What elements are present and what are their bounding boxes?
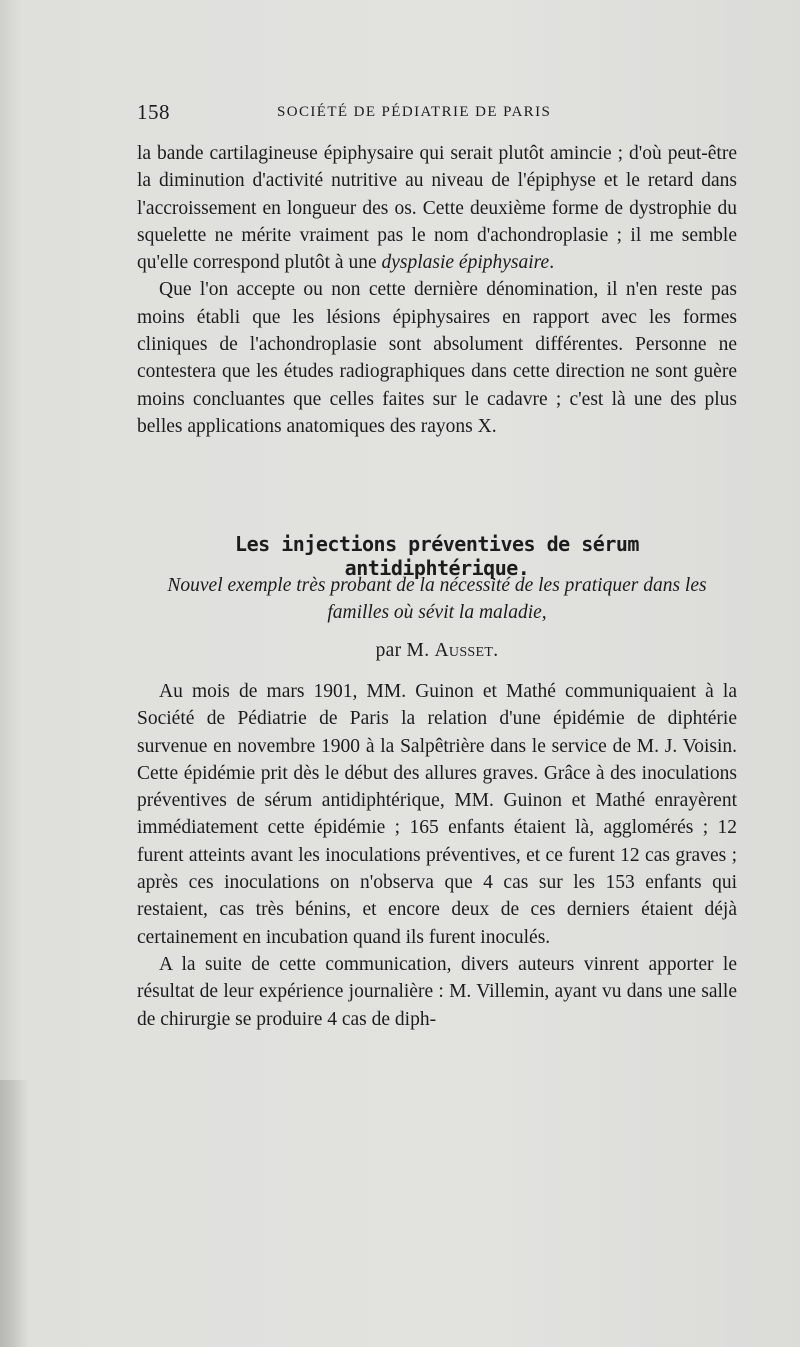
- paragraph: Que l'on accepte ou non cette dernière dénomination, il n'en reste pas moins établi que les lésions épiphysaires en rapport avec les formes cliniques de l'achondroplasie sont absolument différentes. Personne ne contestera que les études radiographiques dans cette direction ne sont guère moins concluantes que celles faites sur le cadavre ; c'est là une des plus belles applications anatomiques des rayons X.: [137, 279, 737, 437]
- paragraph: la bande cartilagineuse épiphysaire qui serait plutôt amincie ; d'où peut-être la diminution d'activité nutritive au niveau de l'épiphyse et le retard dans l'accroissement en longueur des os. Cette deuxième forme de dystrophie du squelette ne mérite vraiment pas le nom d'achondroplasie ; il me semble qu'elle correspond plutôt à une dysplasie épiphysaire.: [137, 143, 737, 274]
- page-edge-shadow: [0, 1080, 30, 1347]
- author-name: Ausset: [434, 640, 494, 661]
- article-title: Les injections préventives de sérum antidiphtérique.: [235, 532, 639, 580]
- article-subtitle: Nouvel exemple très probant de la nécessité de les pratiquer dans les familles où sévit la maladie,: [167, 575, 707, 623]
- paragraph: Au mois de mars 1901, MM. Guinon et Mathé communiquaient à la Société de Pédiatrie de Paris la relation d'une épidémie de diphtérie survenue en novembre 1900 à la Salpêtrière dans le service de M. J. Voisin. Cette épidémie prit dès le début des allures graves. Grâce à des inoculations préventives de sérum antidiphtérique, MM. Guinon et Mathé enrayèrent immédiatement cette épidémie ; 165 enfants étaient là, agglomérés ; 12 furent atteints avant les inoculations préventives, et ce furent 12 cas graves ; après ces inoculations on n'observa que 4 cas sur les 153 enfants qui restaient, cas très bénins, et encore deux de ces derniers étaient déjà certainement en incubation quand ils furent inoculés.: [137, 681, 737, 948]
- emphasis-term: dysplasie épiphysaire: [381, 252, 550, 274]
- page-number: 158: [137, 100, 170, 124]
- continued-text-section: [137, 140, 737, 440]
- journal-title: SOCIÉTÉ DE PÉDIATRIE DE PARIS: [277, 104, 552, 120]
- article-byline: par M. Ausset.: [375, 640, 499, 661]
- article-body: [137, 678, 737, 1033]
- running-head: [137, 100, 737, 130]
- paragraph: A la suite de cette communication, divers auteurs vinrent apporter le résultat de leur expérience journalière : M. Villemin, ayant vu dans une salle de chirurgie se produire 4 cas de diph-: [137, 953, 737, 1030]
